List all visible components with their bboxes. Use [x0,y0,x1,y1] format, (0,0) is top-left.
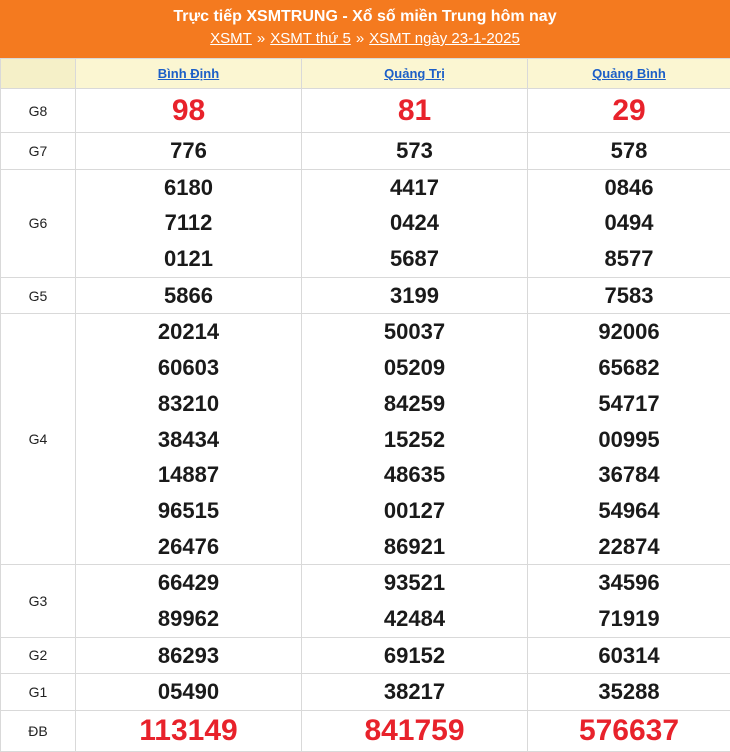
result-number: 93521 [302,565,527,601]
result-number: 05490 [76,674,301,710]
result-number: 86921 [302,529,527,565]
result-number: 0121 [76,241,301,277]
result-number: 84259 [302,386,527,422]
results-table [0,58,730,752]
header-blank-cell [1,59,76,89]
result-number: 6180 [76,170,301,206]
prize-row [1,89,730,133]
result-number: 54964 [528,493,730,529]
result-number: 00127 [302,493,527,529]
result-number: 60314 [528,638,730,674]
result-number: 7112 [76,205,301,241]
province-header [302,59,528,89]
result-cell [528,133,730,170]
prize-label: ĐB [1,711,76,752]
prize-row [1,637,730,674]
result-cell [528,711,730,752]
province-link-quang-binh[interactable]: Quảng Bình [592,66,666,81]
result-number: 15252 [302,422,527,458]
province-link-quang-tri[interactable]: Quảng Trị [384,66,445,81]
result-number: 69152 [302,638,527,674]
result-cell [76,711,302,752]
result-number: 7583 [528,278,730,314]
result-number: 50037 [302,314,527,350]
result-number: 36784 [528,457,730,493]
result-number: 86293 [76,638,301,674]
prize-row [1,133,730,170]
result-cell [76,674,302,711]
page-title: Trực tiếp XSMTRUNG - Xổ số miền Trung hôm nay [0,7,730,27]
result-cell [76,314,302,565]
result-number: 776 [76,133,301,169]
result-number: 0494 [528,205,730,241]
result-cell [302,711,528,752]
result-cell [76,133,302,170]
result-cell [528,169,730,277]
result-number: 81 [302,90,527,132]
breadcrumb-separator: » [257,30,265,47]
result-number: 42484 [302,601,527,637]
result-cell [76,277,302,314]
result-number: 71919 [528,601,730,637]
result-number: 14887 [76,457,301,493]
result-number: 26476 [76,529,301,565]
result-number: 38434 [76,422,301,458]
result-cell [302,637,528,674]
result-number: 83210 [76,386,301,422]
result-cell [528,637,730,674]
prize-label: G5 [1,277,76,314]
breadcrumb [0,29,730,48]
result-cell [528,314,730,565]
result-cell [76,89,302,133]
result-number: 5866 [76,278,301,314]
results-header [0,0,730,58]
result-cell [528,674,730,711]
result-number: 00995 [528,422,730,458]
result-number: 92006 [528,314,730,350]
prize-label: G8 [1,89,76,133]
result-cell [302,674,528,711]
result-number: 65682 [528,350,730,386]
prize-label: G3 [1,565,76,637]
prize-row [1,565,730,637]
result-number: 22874 [528,529,730,565]
result-number: 60603 [76,350,301,386]
result-number: 89962 [76,601,301,637]
result-number: 841759 [302,711,527,751]
prize-row [1,277,730,314]
result-number: 34596 [528,565,730,601]
result-number: 35288 [528,674,730,710]
result-cell [528,89,730,133]
province-header [76,59,302,89]
prize-label: G1 [1,674,76,711]
result-cell [76,637,302,674]
result-number: 98 [76,90,301,132]
result-cell [528,277,730,314]
result-number: 113149 [76,711,301,751]
result-number: 3199 [302,278,527,314]
result-number: 48635 [302,457,527,493]
result-number: 66429 [76,565,301,601]
result-cell [302,89,528,133]
result-cell [76,169,302,277]
prize-label: G4 [1,314,76,565]
result-number: 578 [528,133,730,169]
result-number: 576637 [528,711,730,751]
result-number: 20214 [76,314,301,350]
result-cell [302,169,528,277]
result-number: 4417 [302,170,527,206]
result-number: 54717 [528,386,730,422]
breadcrumb-separator: » [356,30,364,47]
result-number: 573 [302,133,527,169]
prize-row [1,674,730,711]
province-header-row [1,59,730,89]
result-cell [528,565,730,637]
result-number: 0424 [302,205,527,241]
result-cell [302,133,528,170]
province-link-binh-dinh[interactable]: Bình Định [158,66,219,81]
breadcrumb-xsmt[interactable]: XSMT [210,30,252,47]
prize-label: G7 [1,133,76,170]
breadcrumb-xsmt-ngay[interactable]: XSMT ngày 23-1-2025 [369,30,520,47]
result-cell [302,565,528,637]
result-number: 38217 [302,674,527,710]
result-number: 96515 [76,493,301,529]
result-number: 5687 [302,241,527,277]
result-cell [76,565,302,637]
prize-row [1,169,730,277]
result-cell [302,314,528,565]
prize-row [1,314,730,565]
result-number: 05209 [302,350,527,386]
result-number: 8577 [528,241,730,277]
result-cell [302,277,528,314]
result-number: 29 [528,90,730,132]
breadcrumb-xsmt-thu-5[interactable]: XSMT thứ 5 [270,30,351,47]
province-header [528,59,730,89]
result-number: 0846 [528,170,730,206]
prize-label: G6 [1,169,76,277]
prize-label: G2 [1,637,76,674]
prize-row [1,711,730,752]
